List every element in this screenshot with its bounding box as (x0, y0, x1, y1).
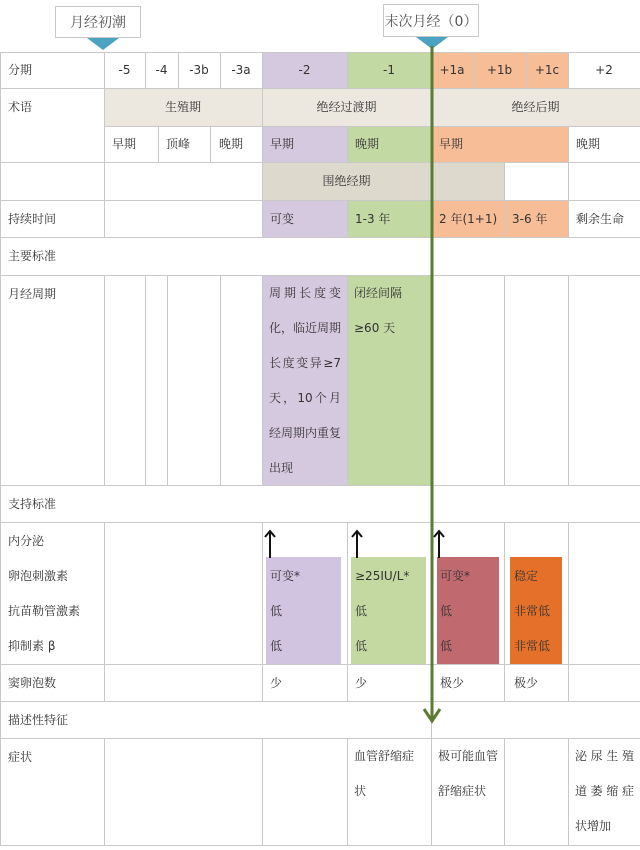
duration-p2: 剩余生命 (576, 211, 625, 226)
endo-c1-inhibin: 低 (355, 639, 368, 653)
subterm-t-late: 晚期 (355, 137, 380, 151)
duration-c1: 1-3 年 (355, 211, 391, 226)
stage-cell: -2 (298, 63, 311, 77)
up-arrow-icon (262, 528, 278, 560)
afc-p1ab: 极少 (440, 675, 465, 690)
stage-cell: +1c (534, 63, 560, 77)
term-reproductive: 生殖期 (164, 100, 201, 114)
duration-p1ab: 2 年(1+1) (439, 211, 498, 226)
afc-p1c: 极少 (514, 675, 539, 690)
row-label-fsh: 卵泡刺激素 (8, 569, 69, 583)
endo-c2-amh: 低 (270, 604, 283, 618)
fmp-timeline-arrow (422, 46, 442, 726)
row-label-principal-criteria: 主要标准 (8, 249, 57, 263)
row-label-amh: 抗苗勒管激素 (8, 604, 81, 618)
menstrual-c1: 闭经间隔≥60 天 (354, 286, 403, 335)
stage-cell: -5 (118, 63, 131, 77)
subterm-r-early: 早期 (112, 137, 137, 151)
subterm-p-early: 早期 (439, 137, 464, 151)
stage-cell: -3b (189, 63, 209, 77)
perimenopause-label: 围绝经期 (322, 174, 371, 188)
term-postmenopause: 绝经后期 (511, 100, 560, 114)
row-label-terminology: 术语 (8, 100, 33, 114)
row-label-descriptive: 描述性特征 (8, 712, 69, 727)
row-label-duration: 持续时间 (8, 211, 57, 226)
row-label-supportive-criteria: 支持标准 (8, 496, 57, 511)
subterm-t-early: 早期 (270, 137, 295, 151)
row-label-symptoms: 症状 (8, 750, 33, 764)
endo-p1ab-fsh: 可变* (440, 569, 471, 583)
endo-p1ab-amh: 低 (440, 604, 453, 618)
row-label-endocrine: 内分泌 (8, 534, 45, 548)
subterm-r-peak: 顶峰 (166, 137, 191, 151)
stage-cell: +1b (486, 63, 513, 77)
menarche-label: 月经初潮 (70, 15, 126, 31)
fmp-label: 末次月经（0） (384, 13, 478, 30)
menarche-marker-icon (87, 38, 119, 50)
stage-cell: +2 (595, 63, 613, 77)
endo-c1-fsh: ≥25IU/L* (355, 569, 410, 583)
stage-cell: +1a (439, 63, 465, 77)
up-arrow-icon (349, 528, 365, 560)
menstrual-c2: 周期长度变化，临近周期长度变异≥7 天，10个月经周期内重复出现 (269, 286, 342, 475)
row-label-inhibin: 抑制素 β (8, 639, 56, 653)
endo-p1c-inhibin: 非常低 (514, 639, 551, 653)
subterm-r-late: 晚期 (219, 137, 244, 151)
afc-c1: 少 (355, 675, 368, 690)
endo-c2-inhibin: 低 (270, 639, 283, 653)
term-transition: 绝经过渡期 (316, 100, 377, 114)
row-label-menstrual-cycle: 月经周期 (8, 287, 57, 301)
endo-p1c-fsh: 稳定 (514, 569, 539, 583)
stage-cell: -1 (383, 63, 395, 77)
duration-p1c: 3-6 年 (512, 211, 548, 226)
menarche-callout (55, 6, 141, 38)
fmp-callout (383, 4, 479, 37)
stage-cell: -4 (155, 63, 168, 77)
symptom-c1: 血管舒缩症状 (354, 749, 415, 798)
afc-c2: 少 (270, 675, 283, 690)
endo-p1c-amh: 非常低 (514, 604, 551, 618)
endo-p1ab-inhibin: 低 (440, 639, 453, 653)
row-label-afc: 窦卵泡数 (8, 675, 57, 690)
stage-cell: -3a (231, 63, 251, 77)
duration-c2: 可变 (270, 211, 295, 226)
subterm-p-late: 晚期 (576, 137, 601, 151)
row-label-stage: 分期 (8, 63, 33, 77)
symptom-p2: 泌尿生殖道萎缩症状增加 (575, 749, 634, 833)
endo-c2-fsh: 可变* (270, 569, 301, 583)
endo-c1-amh: 低 (355, 604, 368, 618)
symptom-p1ab: 极可能血管舒缩症状 (438, 749, 499, 798)
